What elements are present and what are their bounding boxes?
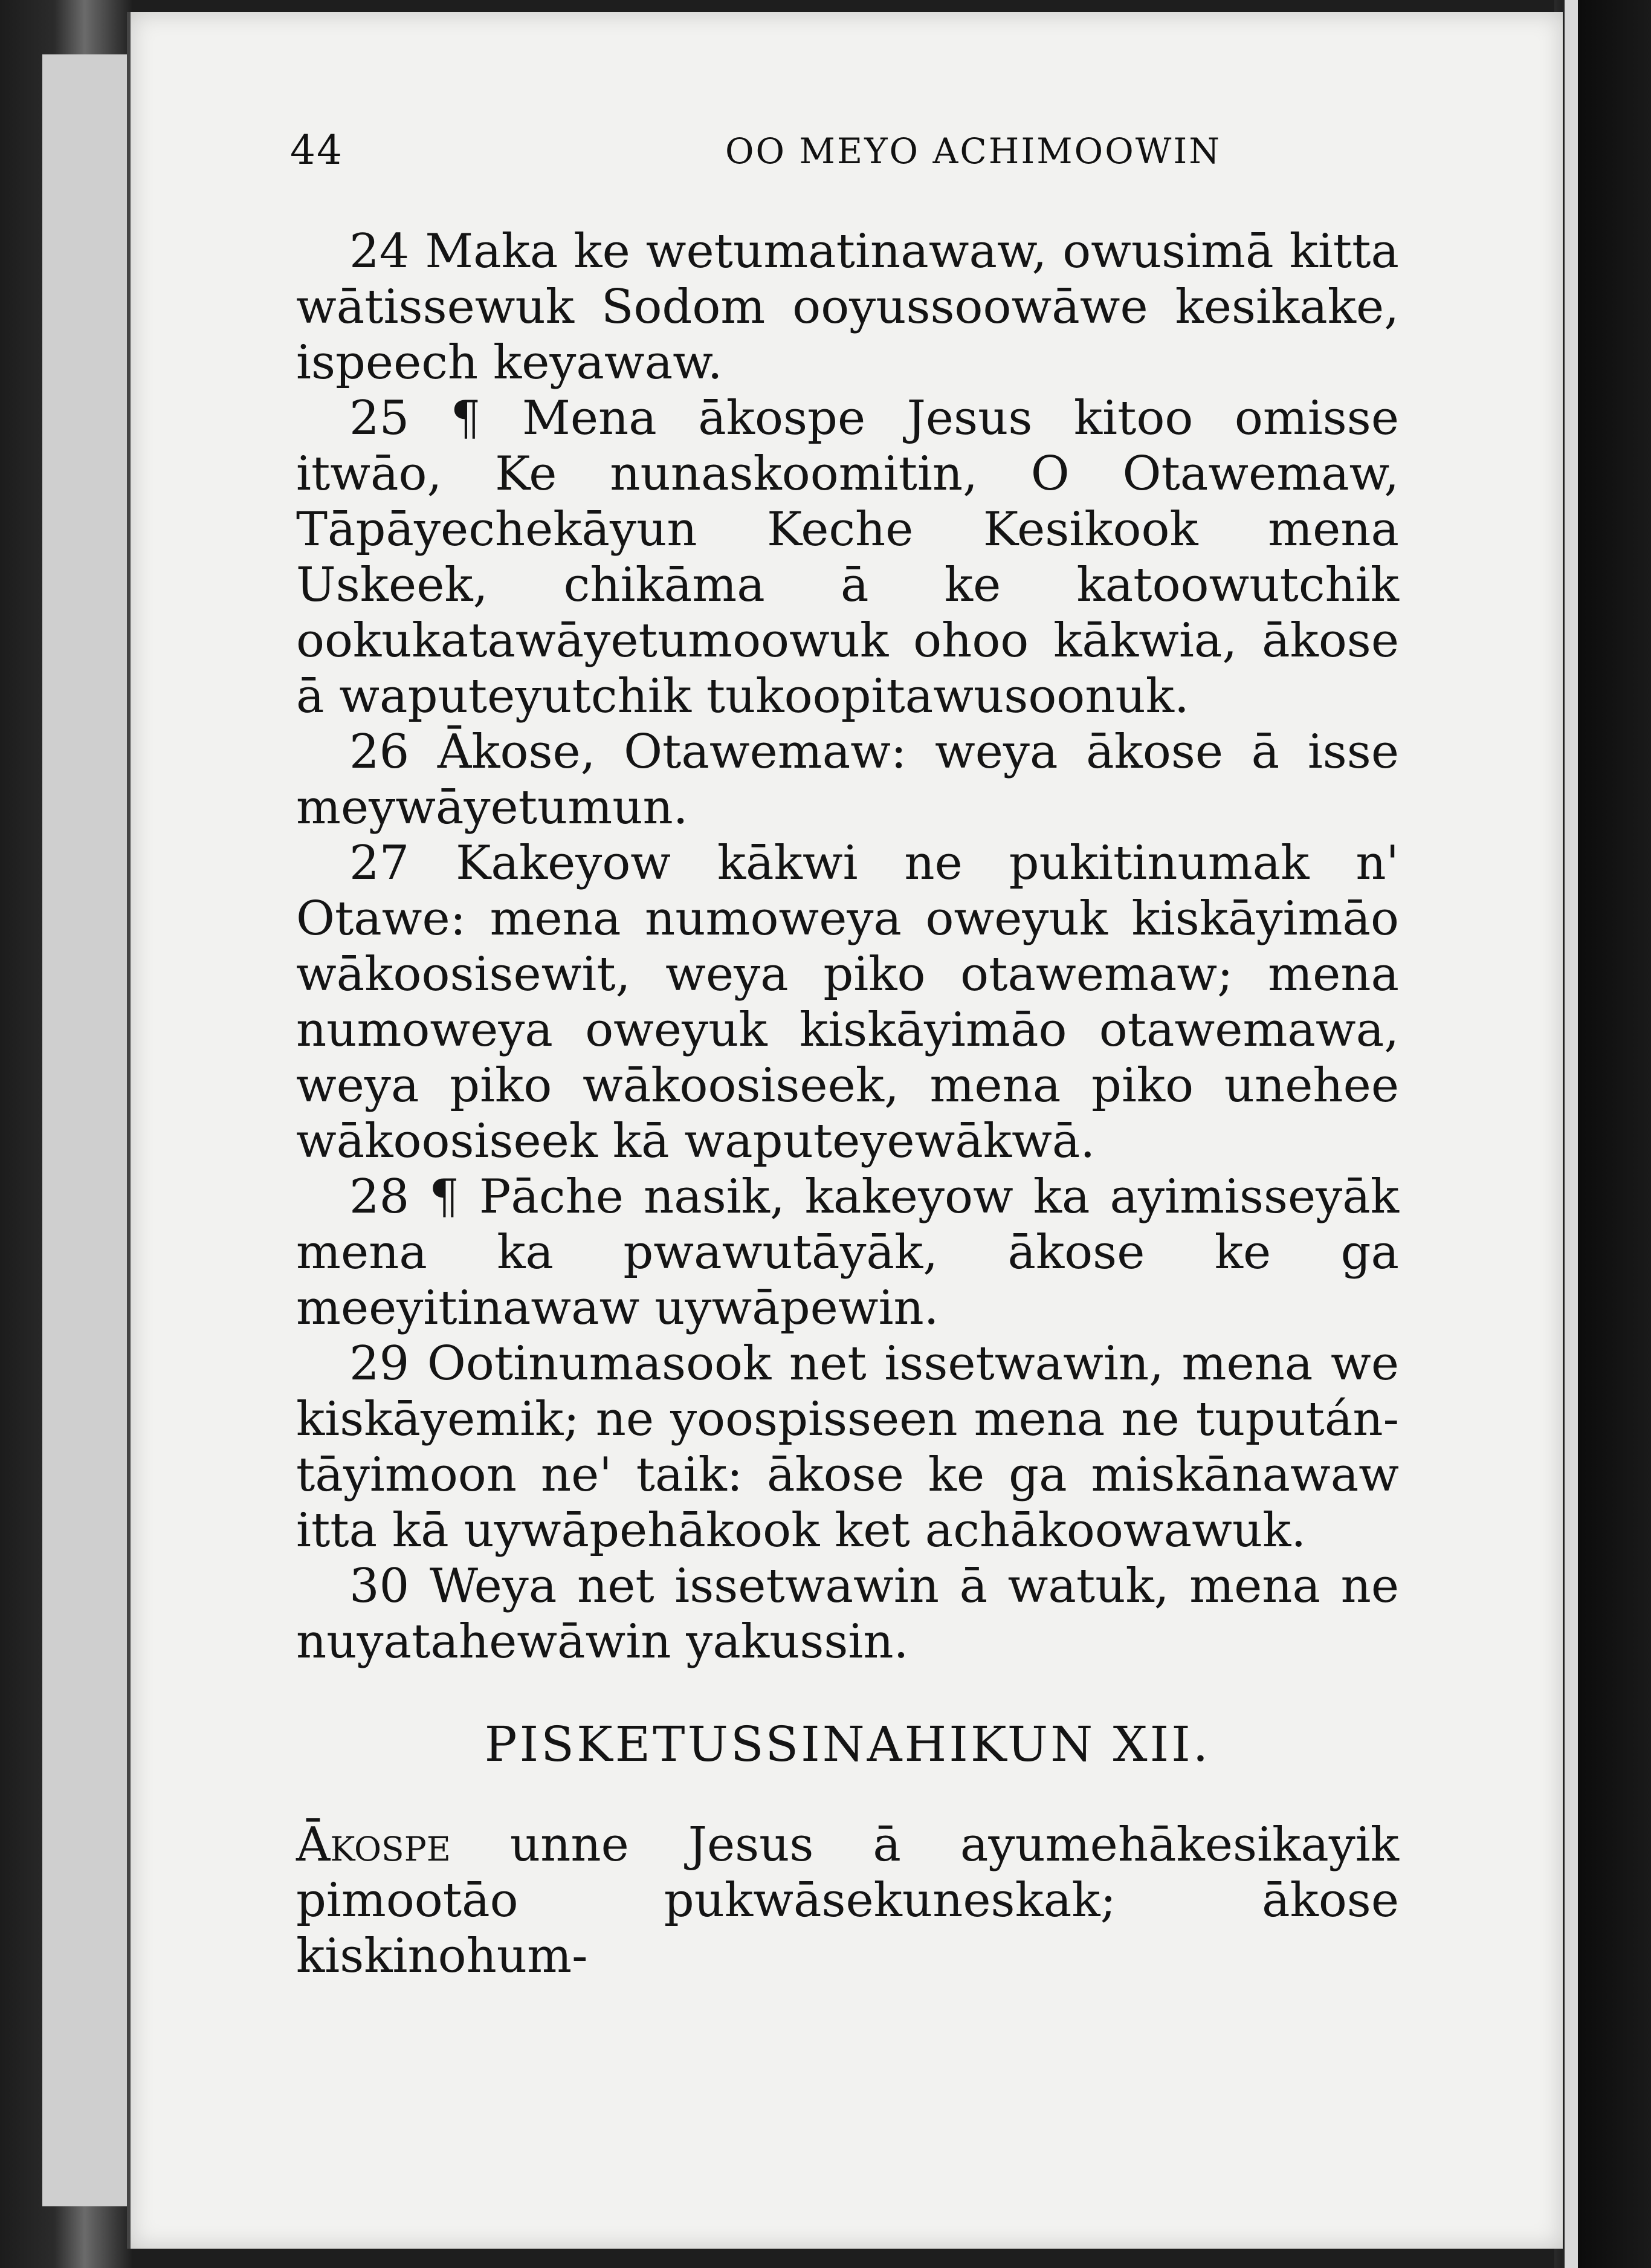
text-column [296,224,1399,1984]
verse-24: 24 Maka ke wetumatinawaw, owusimā kitta wātissewuk Sodom ooyussoowāwe kesikake, ispeech keyawaw. [296,224,1399,390]
page-content [127,12,1559,2249]
page-header [290,127,1535,187]
verse-26: 26 Ākose, Otawemaw: weya ākose ā isse meywāyetumun. [296,725,1399,835]
page-number: 44 [290,127,343,173]
verse-27: 27 Kakeyow kākwi ne pukitinumak n' Otawe: mena numoweya oweyuk kiskāyimāo wākoosisewit, weya piko otawemaw; mena numoweya oweyuk kiskāyimāo otawemawa, weya piko wākoosiseek, mena piko unehee wākoosiseek kā waputeyewākwā. [296,836,1399,1168]
verse-25: 25 ¶ Mena ākospe Jesus kitoo omisse itwāo, Ke nunaskoomitin, O Otawemaw, Tāpāyechekāyun Keche Kesikook mena Uskeek, chikāma ā ke katoowutchik ookukatawāyetumoowuk ohoo kākwia, ākose ā waputeyutchik tukoopitawusoonuk. [296,391,1399,724]
chapter-intro-first-word: Ākospe [296,1818,451,1872]
verse-28: 28 ¶ Pāche nasik, kakeyow ka ayimisseyāk mena ka pwawutāyāk, ākose ke ga meeyitinawaw uywāpewin. [296,1170,1399,1335]
chapter-intro [296,1817,1399,1984]
running-head: OO MEYO ACHIMOOWIN [725,131,1222,172]
chapter-heading: PISKETUSSINAHIKUN XII. [484,1716,1211,1772]
verse-30: 30 Weya net issetwawin ā watuk, mena ne nuyatahewāwin yakussin. [296,1559,1399,1669]
chapter-intro-text: unne Jesus ā ayumehākesikayik pimootāo pukwāsekuneskak; ākose kiskinohum- [296,1818,1399,1983]
verse-29: 29 Ootinumasook net issetwawin, mena we kiskāyemik; ne yoospisseen mena ne tuputántāyimoon ne' taik: ākose ke ga miskānawaw itta kā uywāpehākook ket achākoowawuk. [296,1336,1399,1558]
next-page-edge [1562,0,1578,2268]
